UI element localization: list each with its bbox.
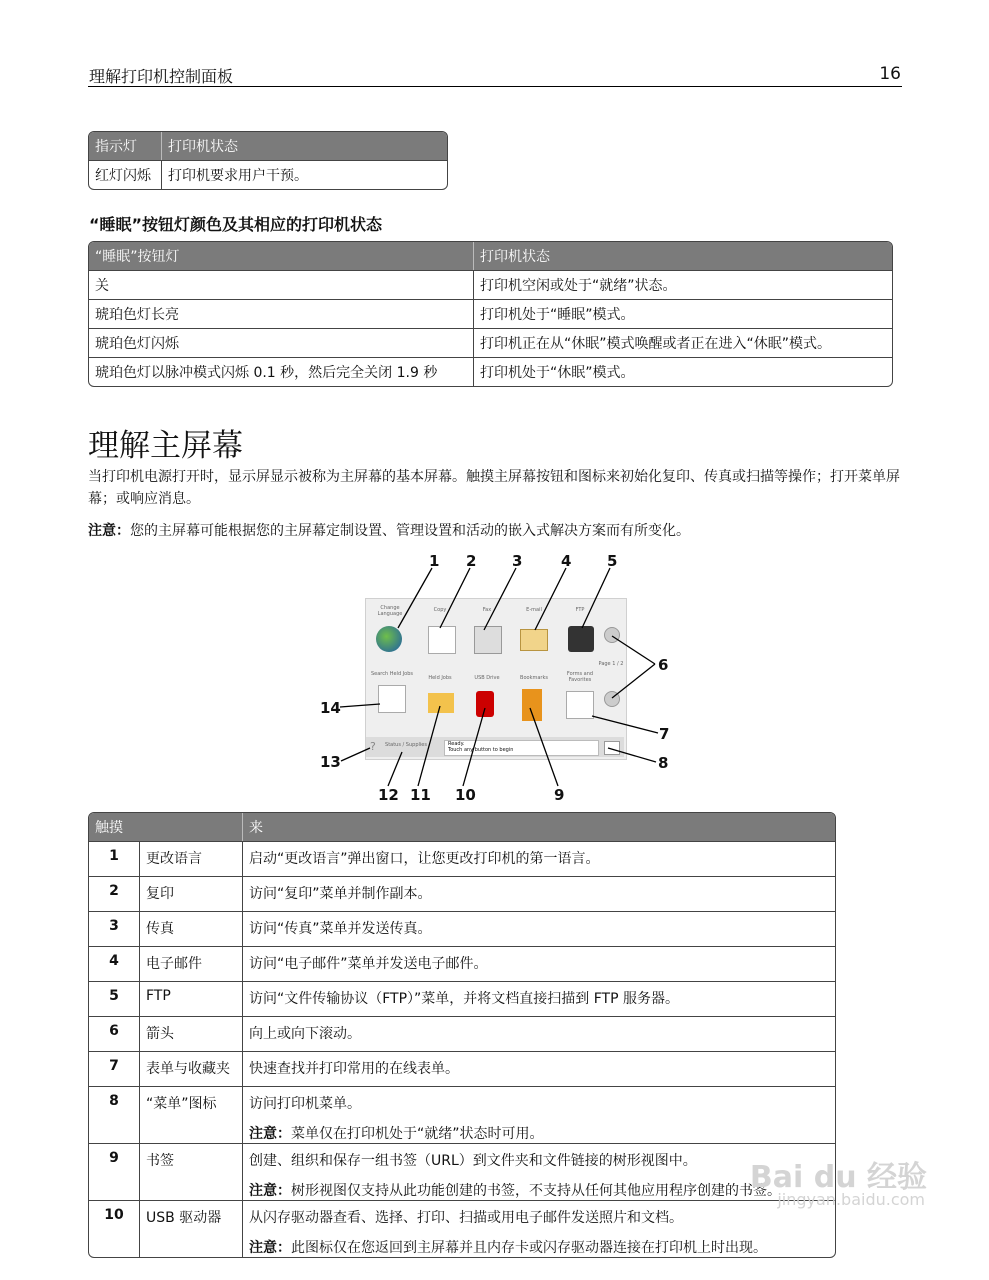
table-row	[89, 841, 835, 876]
table-row	[89, 911, 835, 946]
row-desc: 访问“复印”菜单并制作副本。	[243, 876, 835, 911]
table-cell: 打印机处于“休眠”模式。	[474, 357, 892, 386]
row-number: 6	[89, 1016, 140, 1051]
fax-icon	[474, 626, 502, 654]
table-header: 打印机状态	[474, 242, 892, 270]
usb-icon	[476, 691, 494, 717]
callout-2: 2	[466, 552, 477, 570]
table-cell: 关	[89, 270, 474, 299]
row-desc: 向上或向下滚动。	[243, 1016, 835, 1051]
folder-icon	[428, 693, 454, 713]
table-header: 来	[243, 813, 835, 841]
table-row	[89, 299, 892, 328]
table-header: 指示灯	[89, 132, 162, 160]
arrow-up-icon[interactable]	[604, 627, 620, 643]
label-email: E-mail	[526, 607, 542, 613]
table-header: “睡眠”按钮灯	[89, 242, 474, 270]
row-desc: 访问“文件传输协议（FTP）”菜单，并将文档直接扫描到 FTP 服务器。	[243, 981, 835, 1016]
callout-13: 13	[320, 753, 341, 771]
label-ftp: FTP	[575, 607, 585, 613]
row-number: 5	[89, 981, 140, 1016]
row-number: 1	[89, 841, 140, 876]
table-row	[89, 357, 892, 386]
watermark-url: jingyan.baidu.com	[777, 1190, 925, 1209]
watermark-logo: Bai du 经验	[749, 1160, 927, 1195]
note-text: 此图标仅在您返回到主屏幕并且内存卡或闪存驱动器连接在打印机上时出现。	[291, 1240, 767, 1256]
callout-11: 11	[410, 786, 431, 804]
message-bar	[444, 740, 599, 756]
row-number: 7	[89, 1051, 140, 1086]
forms-icon	[566, 691, 594, 719]
page-header-title: 理解打印机控制面板	[89, 67, 234, 86]
help-icon[interactable]: ?	[370, 740, 376, 753]
header-divider	[88, 86, 902, 87]
table-row	[89, 946, 835, 981]
table-row	[89, 1143, 835, 1200]
table-cell: 打印机处于“睡眠”模式。	[474, 299, 892, 328]
touch-table	[88, 812, 836, 1258]
table-header: 触摸	[89, 813, 243, 841]
row-name: 书签	[140, 1143, 243, 1200]
label-search-held-jobs: Search Held Jobs	[370, 671, 414, 677]
callout-10: 10	[455, 786, 476, 804]
row-desc: 访问“电子邮件”菜单并发送电子邮件。	[243, 946, 835, 981]
copy-icon	[428, 626, 456, 654]
home-screen-figure	[365, 598, 627, 760]
table-row	[89, 328, 892, 357]
desc-main: 访问打印机菜单。	[249, 1096, 361, 1112]
message-line-1: Ready.	[448, 741, 465, 747]
row-number: 3	[89, 911, 140, 946]
sleep-table	[88, 241, 893, 387]
callout-14: 14	[320, 699, 341, 717]
row-desc: 启动“更改语言”弹出窗口，让您更改打印机的第一语言。	[243, 841, 835, 876]
row-name: 更改语言	[140, 841, 243, 876]
label-copy: Copy	[433, 607, 447, 613]
row-name: 传真	[140, 911, 243, 946]
row-number: 4	[89, 946, 140, 981]
desc-main: 创建、组织和保存一组书签（URL）到文件夹和文件链接的树形视图中。	[249, 1153, 697, 1169]
table-row	[89, 1086, 835, 1143]
table-row	[89, 270, 892, 299]
ftp-icon	[568, 626, 594, 652]
row-number: 9	[89, 1143, 140, 1200]
label-fax: Fax	[482, 607, 492, 613]
table-row	[89, 1051, 835, 1086]
callout-6: 6	[658, 656, 669, 674]
callout-12: 12	[378, 786, 399, 804]
row-name: USB 驱动器	[140, 1200, 243, 1257]
table-cell: 红灯闪烁	[89, 160, 162, 189]
message-line-2: Touch any button to begin	[448, 747, 514, 753]
desc-note	[249, 1237, 829, 1257]
envelope-icon	[520, 629, 548, 651]
label-bookmarks: Bookmarks	[520, 675, 548, 681]
table-row	[89, 1016, 835, 1051]
status-supplies-button[interactable]: Status / Supplies	[385, 742, 427, 748]
table-header: 打印机状态	[162, 132, 447, 160]
table-row	[89, 160, 447, 189]
table-cell: 琥珀色灯长亮	[89, 299, 474, 328]
page-number: 16	[879, 64, 901, 84]
note-label: 注意：	[249, 1240, 291, 1256]
row-desc	[243, 1200, 835, 1257]
row-name: 电子邮件	[140, 946, 243, 981]
callout-1: 1	[429, 552, 440, 570]
sleep-section-title: “睡眠”按钮灯颜色及其相应的打印机状态	[89, 215, 383, 234]
callout-9: 9	[554, 786, 565, 804]
callout-4: 4	[561, 552, 572, 570]
note-label: 注意：	[249, 1183, 291, 1199]
globe-icon	[376, 626, 402, 652]
row-desc	[243, 1086, 835, 1143]
search-icon	[378, 685, 406, 713]
callout-7: 7	[659, 725, 670, 743]
callout-3: 3	[512, 552, 523, 570]
row-name: FTP	[140, 981, 243, 1016]
table-row	[89, 981, 835, 1016]
row-desc: 访问“传真”菜单并发送传真。	[243, 911, 835, 946]
section-heading: 理解主屏幕	[88, 428, 243, 464]
callout-8: 8	[658, 754, 669, 772]
note-text: 菜单仅在打印机处于“就绪”状态时可用。	[291, 1126, 544, 1142]
note-text: 树形视图仅支持从此功能创建的书签，不支持从任何其他应用程序创建的书签。	[291, 1183, 781, 1199]
table-cell: 打印机正在从“休眠”模式唤醒或者正在进入“休眠”模式。	[474, 328, 892, 357]
row-name: “菜单”图标	[140, 1086, 243, 1143]
table-cell: 打印机空闲或处于“就绪”状态。	[474, 270, 892, 299]
table-cell: 琥珀色灯闪烁	[89, 328, 474, 357]
bookmark-icon	[522, 689, 542, 721]
menu-icon[interactable]	[604, 741, 620, 755]
label-change-language: Change Language	[377, 605, 403, 617]
label-forms-favorites: Forms and Favorites	[566, 671, 594, 683]
row-desc: 快速查找并打印常用的在线表单。	[243, 1051, 835, 1086]
row-desc	[243, 1143, 835, 1200]
note-text: 您的主屏幕可能根据您的主屏幕定制设置、管理设置和活动的嵌入式解决方案而有所变化。	[130, 523, 690, 539]
note-label: 注意：	[249, 1126, 291, 1142]
indicator-table	[88, 131, 448, 190]
desc-note	[249, 1123, 829, 1143]
arrow-down-icon[interactable]	[604, 691, 620, 707]
desc-main: 从闪存驱动器查看、选择、打印、扫描或用电子邮件发送照片和文档。	[249, 1210, 683, 1226]
note-label: 注意：	[88, 523, 130, 539]
table-row	[89, 1200, 835, 1257]
desc-note	[249, 1180, 829, 1200]
row-name: 箭头	[140, 1016, 243, 1051]
table-cell: 琥珀色灯以脉冲模式闪烁 0.1 秒，然后完全关闭 1.9 秒	[89, 357, 474, 386]
row-number: 10	[89, 1200, 140, 1257]
row-number: 2	[89, 876, 140, 911]
table-row	[89, 876, 835, 911]
row-name: 表单与收藏夹	[140, 1051, 243, 1086]
label-usb-drive: USB Drive	[474, 675, 500, 681]
label-page: Page 1 / 2	[598, 661, 624, 667]
intro-paragraph: 当打印机电源打开时，显示屏显示被称为主屏幕的基本屏幕。触摸主屏幕按钮和图标来初始化复印、传真或扫描等操作；打开菜单屏幕；或响应消息。	[88, 469, 900, 507]
label-held-jobs: Held Jobs	[428, 675, 452, 681]
callout-5: 5	[607, 552, 618, 570]
note	[88, 520, 690, 540]
row-name: 复印	[140, 876, 243, 911]
row-number: 8	[89, 1086, 140, 1143]
table-cell: 打印机要求用户干预。	[162, 160, 447, 189]
